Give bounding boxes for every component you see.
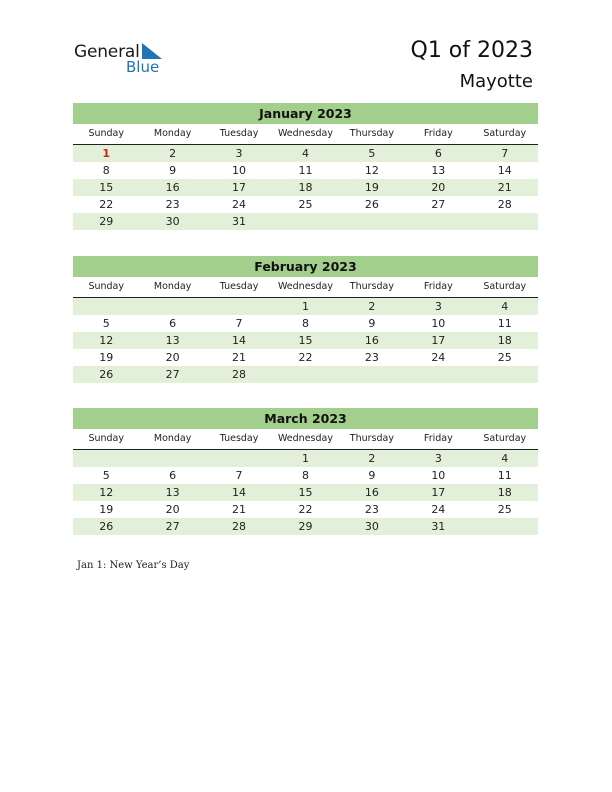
day-cell: 16 bbox=[364, 486, 379, 499]
week-row bbox=[73, 467, 538, 484]
day-cell bbox=[139, 298, 205, 315]
day-cell: 20 bbox=[431, 181, 446, 194]
day-cell: 8 bbox=[102, 164, 110, 177]
day-cell: 22 bbox=[99, 198, 114, 211]
day-cell bbox=[339, 366, 405, 383]
day-cell: 4 bbox=[301, 147, 309, 160]
day-cell: 29 bbox=[298, 520, 313, 533]
month-header: March 2023 bbox=[73, 408, 538, 429]
week-row bbox=[73, 315, 538, 332]
month-header: February 2023 bbox=[73, 256, 538, 277]
week-row bbox=[73, 179, 538, 196]
logo-blue-text: Blue bbox=[126, 58, 160, 76]
weekday-label: Friday bbox=[423, 433, 453, 444]
day-cell: 7 bbox=[235, 317, 243, 330]
weekday-label: Monday bbox=[153, 433, 192, 444]
day-cell: 1 bbox=[301, 452, 309, 465]
weekday-header-row bbox=[73, 429, 538, 450]
day-cell: 24 bbox=[431, 503, 446, 516]
day-cell bbox=[339, 213, 405, 230]
day-cell: 26 bbox=[99, 368, 114, 381]
week-row bbox=[73, 518, 538, 535]
day-cell: 2 bbox=[368, 300, 376, 313]
day-cell: 3 bbox=[434, 300, 442, 313]
day-cell: 27 bbox=[165, 520, 180, 533]
day-cell: 30 bbox=[165, 215, 180, 228]
weekday-label: Tuesday bbox=[219, 281, 259, 292]
day-cell: 7 bbox=[501, 147, 509, 160]
day-cell: 31 bbox=[232, 215, 247, 228]
week-row bbox=[73, 484, 538, 501]
month-january bbox=[73, 103, 538, 230]
weekday-label: Saturday bbox=[483, 128, 527, 139]
weekday-label: Sunday bbox=[88, 128, 124, 139]
day-cell: 21 bbox=[232, 503, 247, 516]
day-cell: 12 bbox=[99, 334, 114, 347]
day-cell: 23 bbox=[364, 351, 379, 364]
day-cell: 5 bbox=[368, 147, 376, 160]
logo-triangle-icon bbox=[142, 43, 162, 59]
weekday-label: Thursday bbox=[349, 281, 394, 292]
weekday-label: Tuesday bbox=[219, 128, 259, 139]
week-row bbox=[73, 450, 538, 467]
day-cell: 12 bbox=[364, 164, 379, 177]
day-cell: 16 bbox=[165, 181, 180, 194]
day-cell: 28 bbox=[232, 520, 247, 533]
day-cell: 27 bbox=[165, 368, 180, 381]
day-cell: 4 bbox=[501, 452, 509, 465]
day-cell: 6 bbox=[169, 317, 177, 330]
weekday-label: Wednesday bbox=[277, 433, 333, 444]
day-cell: 17 bbox=[431, 486, 446, 499]
day-cell: 31 bbox=[431, 520, 446, 533]
day-cell: 24 bbox=[431, 351, 446, 364]
day-cell: 13 bbox=[431, 164, 446, 177]
day-cell: 13 bbox=[165, 486, 180, 499]
weekday-label: Thursday bbox=[349, 433, 394, 444]
country-name: Mayotte bbox=[459, 71, 533, 92]
day-cell bbox=[272, 213, 338, 230]
day-cell: 6 bbox=[434, 147, 442, 160]
day-cell: 18 bbox=[298, 181, 313, 194]
month-february bbox=[73, 256, 538, 383]
day-cell bbox=[472, 213, 538, 230]
logo-general-text: General bbox=[74, 42, 140, 62]
weekday-label: Monday bbox=[153, 128, 192, 139]
weekday-label: Wednesday bbox=[277, 128, 333, 139]
day-cell: 19 bbox=[364, 181, 379, 194]
day-cell: 16 bbox=[364, 334, 379, 347]
day-cell: 10 bbox=[431, 317, 446, 330]
day-cell: 10 bbox=[431, 469, 446, 482]
day-cell: 14 bbox=[232, 334, 247, 347]
day-cell bbox=[139, 450, 205, 467]
day-cell: 11 bbox=[497, 317, 512, 330]
weekday-label: Sunday bbox=[88, 433, 124, 444]
day-cell: 1 bbox=[102, 147, 111, 160]
week-row bbox=[73, 366, 538, 383]
weekday-label: Wednesday bbox=[277, 281, 333, 292]
day-cell: 22 bbox=[298, 503, 313, 516]
day-cell: 6 bbox=[169, 469, 177, 482]
day-cell: 5 bbox=[102, 317, 110, 330]
weekday-header-row bbox=[73, 124, 538, 145]
day-cell: 4 bbox=[501, 300, 509, 313]
day-cell: 19 bbox=[99, 503, 114, 516]
day-cell: 17 bbox=[232, 181, 247, 194]
day-cell: 25 bbox=[497, 503, 512, 516]
day-cell: 26 bbox=[99, 520, 114, 533]
day-cell bbox=[206, 450, 272, 467]
day-cell: 8 bbox=[301, 469, 309, 482]
day-cell: 3 bbox=[235, 147, 243, 160]
day-cell: 13 bbox=[165, 334, 180, 347]
week-row bbox=[73, 349, 538, 366]
weekday-label: Saturday bbox=[483, 281, 527, 292]
day-cell: 21 bbox=[232, 351, 247, 364]
day-cell: 27 bbox=[431, 198, 446, 211]
day-cell: 24 bbox=[232, 198, 247, 211]
day-cell bbox=[206, 298, 272, 315]
day-cell bbox=[73, 298, 139, 315]
day-cell: 21 bbox=[497, 181, 512, 194]
day-cell: 19 bbox=[99, 351, 114, 364]
day-cell: 1 bbox=[301, 300, 309, 313]
weekday-label: Monday bbox=[153, 281, 192, 292]
day-cell: 25 bbox=[298, 198, 313, 211]
weekday-label: Sunday bbox=[88, 281, 124, 292]
month-march bbox=[73, 408, 538, 535]
day-cell: 15 bbox=[99, 181, 114, 194]
week-row bbox=[73, 196, 538, 213]
day-cell: 5 bbox=[102, 469, 110, 482]
day-cell bbox=[73, 450, 139, 467]
day-cell bbox=[272, 366, 338, 383]
holiday-note: Jan 1: New Year’s Day bbox=[77, 560, 190, 571]
day-cell: 12 bbox=[99, 486, 114, 499]
holiday-notes bbox=[77, 560, 189, 571]
day-cell bbox=[405, 366, 471, 383]
week-row bbox=[73, 213, 538, 230]
day-cell: 30 bbox=[364, 520, 379, 533]
day-cell: 22 bbox=[298, 351, 313, 364]
day-cell bbox=[405, 213, 471, 230]
day-cell: 28 bbox=[232, 368, 247, 381]
week-row bbox=[73, 145, 538, 162]
week-row bbox=[73, 332, 538, 349]
day-cell: 9 bbox=[368, 317, 376, 330]
day-cell: 9 bbox=[368, 469, 376, 482]
page-title: Q1 of 2023 bbox=[410, 38, 533, 63]
weekday-header-row bbox=[73, 277, 538, 298]
day-cell: 7 bbox=[235, 469, 243, 482]
day-cell: 20 bbox=[165, 503, 180, 516]
month-header: January 2023 bbox=[73, 103, 538, 124]
weekday-label: Friday bbox=[423, 128, 453, 139]
day-cell: 10 bbox=[232, 164, 247, 177]
day-cell: 25 bbox=[497, 351, 512, 364]
day-cell: 18 bbox=[497, 486, 512, 499]
logo bbox=[74, 40, 174, 76]
day-cell: 18 bbox=[497, 334, 512, 347]
day-cell: 26 bbox=[364, 198, 379, 211]
week-row bbox=[73, 298, 538, 315]
day-cell: 20 bbox=[165, 351, 180, 364]
day-cell: 2 bbox=[368, 452, 376, 465]
weekday-label: Saturday bbox=[483, 433, 527, 444]
weekday-label: Thursday bbox=[349, 128, 394, 139]
day-cell: 3 bbox=[434, 452, 442, 465]
day-cell: 8 bbox=[301, 317, 309, 330]
day-cell: 29 bbox=[99, 215, 114, 228]
day-cell: 11 bbox=[298, 164, 313, 177]
day-cell: 2 bbox=[169, 147, 177, 160]
week-row bbox=[73, 162, 538, 179]
day-cell: 23 bbox=[165, 198, 180, 211]
day-cell: 23 bbox=[364, 503, 379, 516]
day-cell: 11 bbox=[497, 469, 512, 482]
day-cell: 15 bbox=[298, 486, 313, 499]
day-cell: 28 bbox=[497, 198, 512, 211]
day-cell: 14 bbox=[232, 486, 247, 499]
day-cell bbox=[472, 366, 538, 383]
day-cell: 14 bbox=[497, 164, 512, 177]
day-cell: 15 bbox=[298, 334, 313, 347]
day-cell bbox=[472, 518, 538, 535]
week-row bbox=[73, 501, 538, 518]
day-cell: 9 bbox=[169, 164, 177, 177]
day-cell: 17 bbox=[431, 334, 446, 347]
weekday-label: Tuesday bbox=[219, 433, 259, 444]
weekday-label: Friday bbox=[423, 281, 453, 292]
